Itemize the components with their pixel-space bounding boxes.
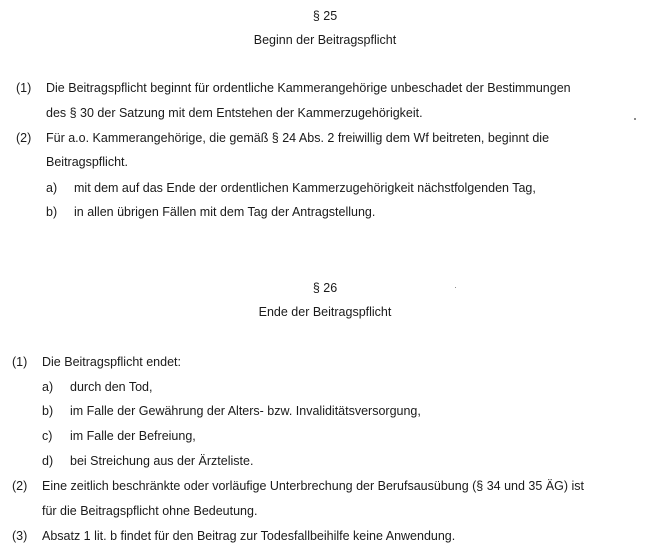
paragraph-line: Die Beitragspflicht endet: [42,355,181,369]
list-item-marker: c) [42,429,53,443]
paragraph-marker: (2) [16,131,32,145]
scan-speck [455,287,456,288]
list-item-marker: b) [46,205,58,219]
section-number: § 25 [312,9,338,23]
paragraph-line: Für a.o. Kammerangehörige, die gemäß § 24 Abs. 2 freiwillig dem Wf beitreten, beginnt die [46,131,550,145]
list-item-text: mit dem auf das Ende der ordentlichen Kammerzugehörigkeit nächstfolgenden Tag, [74,181,536,195]
paragraph-line: Beitragspflicht. [46,155,128,169]
list-item-marker: a) [42,380,54,394]
paragraph-marker: (3) [12,529,28,543]
paragraph-line: Die Beitragspflicht beginnt für ordentliche Kammerangehörige unbeschadet der Bestimmungen [46,81,571,95]
list-item-marker: d) [42,454,54,468]
list-item-marker: a) [46,181,58,195]
paragraph-marker: (1) [12,355,28,369]
paragraph-line: Eine zeitlich beschränkte oder vorläufige Unterbrechung der Berufsausübung (§ 34 und 35 ÄG) ist [42,479,584,493]
paragraph-line: Absatz 1 lit. b findet für den Beitrag zur Todesfallbeihilfe keine Anwendung. [42,529,456,543]
paragraph-line: des § 30 der Satzung mit dem Entstehen der Kammerzugehörigkeit. [46,106,423,120]
section-number: § 26 [312,281,338,295]
paragraph-marker: (2) [12,479,28,493]
section-title: Ende der Beitragspflicht [258,305,392,319]
scan-speck [634,118,636,120]
paragraph-line: für die Beitragspflicht ohne Bedeutung. [42,504,258,518]
list-item-text: im Falle der Gewährung der Alters- bzw. Invaliditätsversorgung, [70,404,421,418]
list-item-text: durch den Tod, [70,380,153,394]
list-item-marker: b) [42,404,54,418]
list-item-text: bei Streichung aus der Ärzteliste. [70,454,254,468]
paragraph-marker: (1) [16,81,32,95]
section-title: Beginn der Beitragspflicht [253,33,397,47]
list-item-text: in allen übrigen Fällen mit dem Tag der Antragstellung. [74,205,376,219]
list-item-text: im Falle der Befreiung, [70,429,196,443]
